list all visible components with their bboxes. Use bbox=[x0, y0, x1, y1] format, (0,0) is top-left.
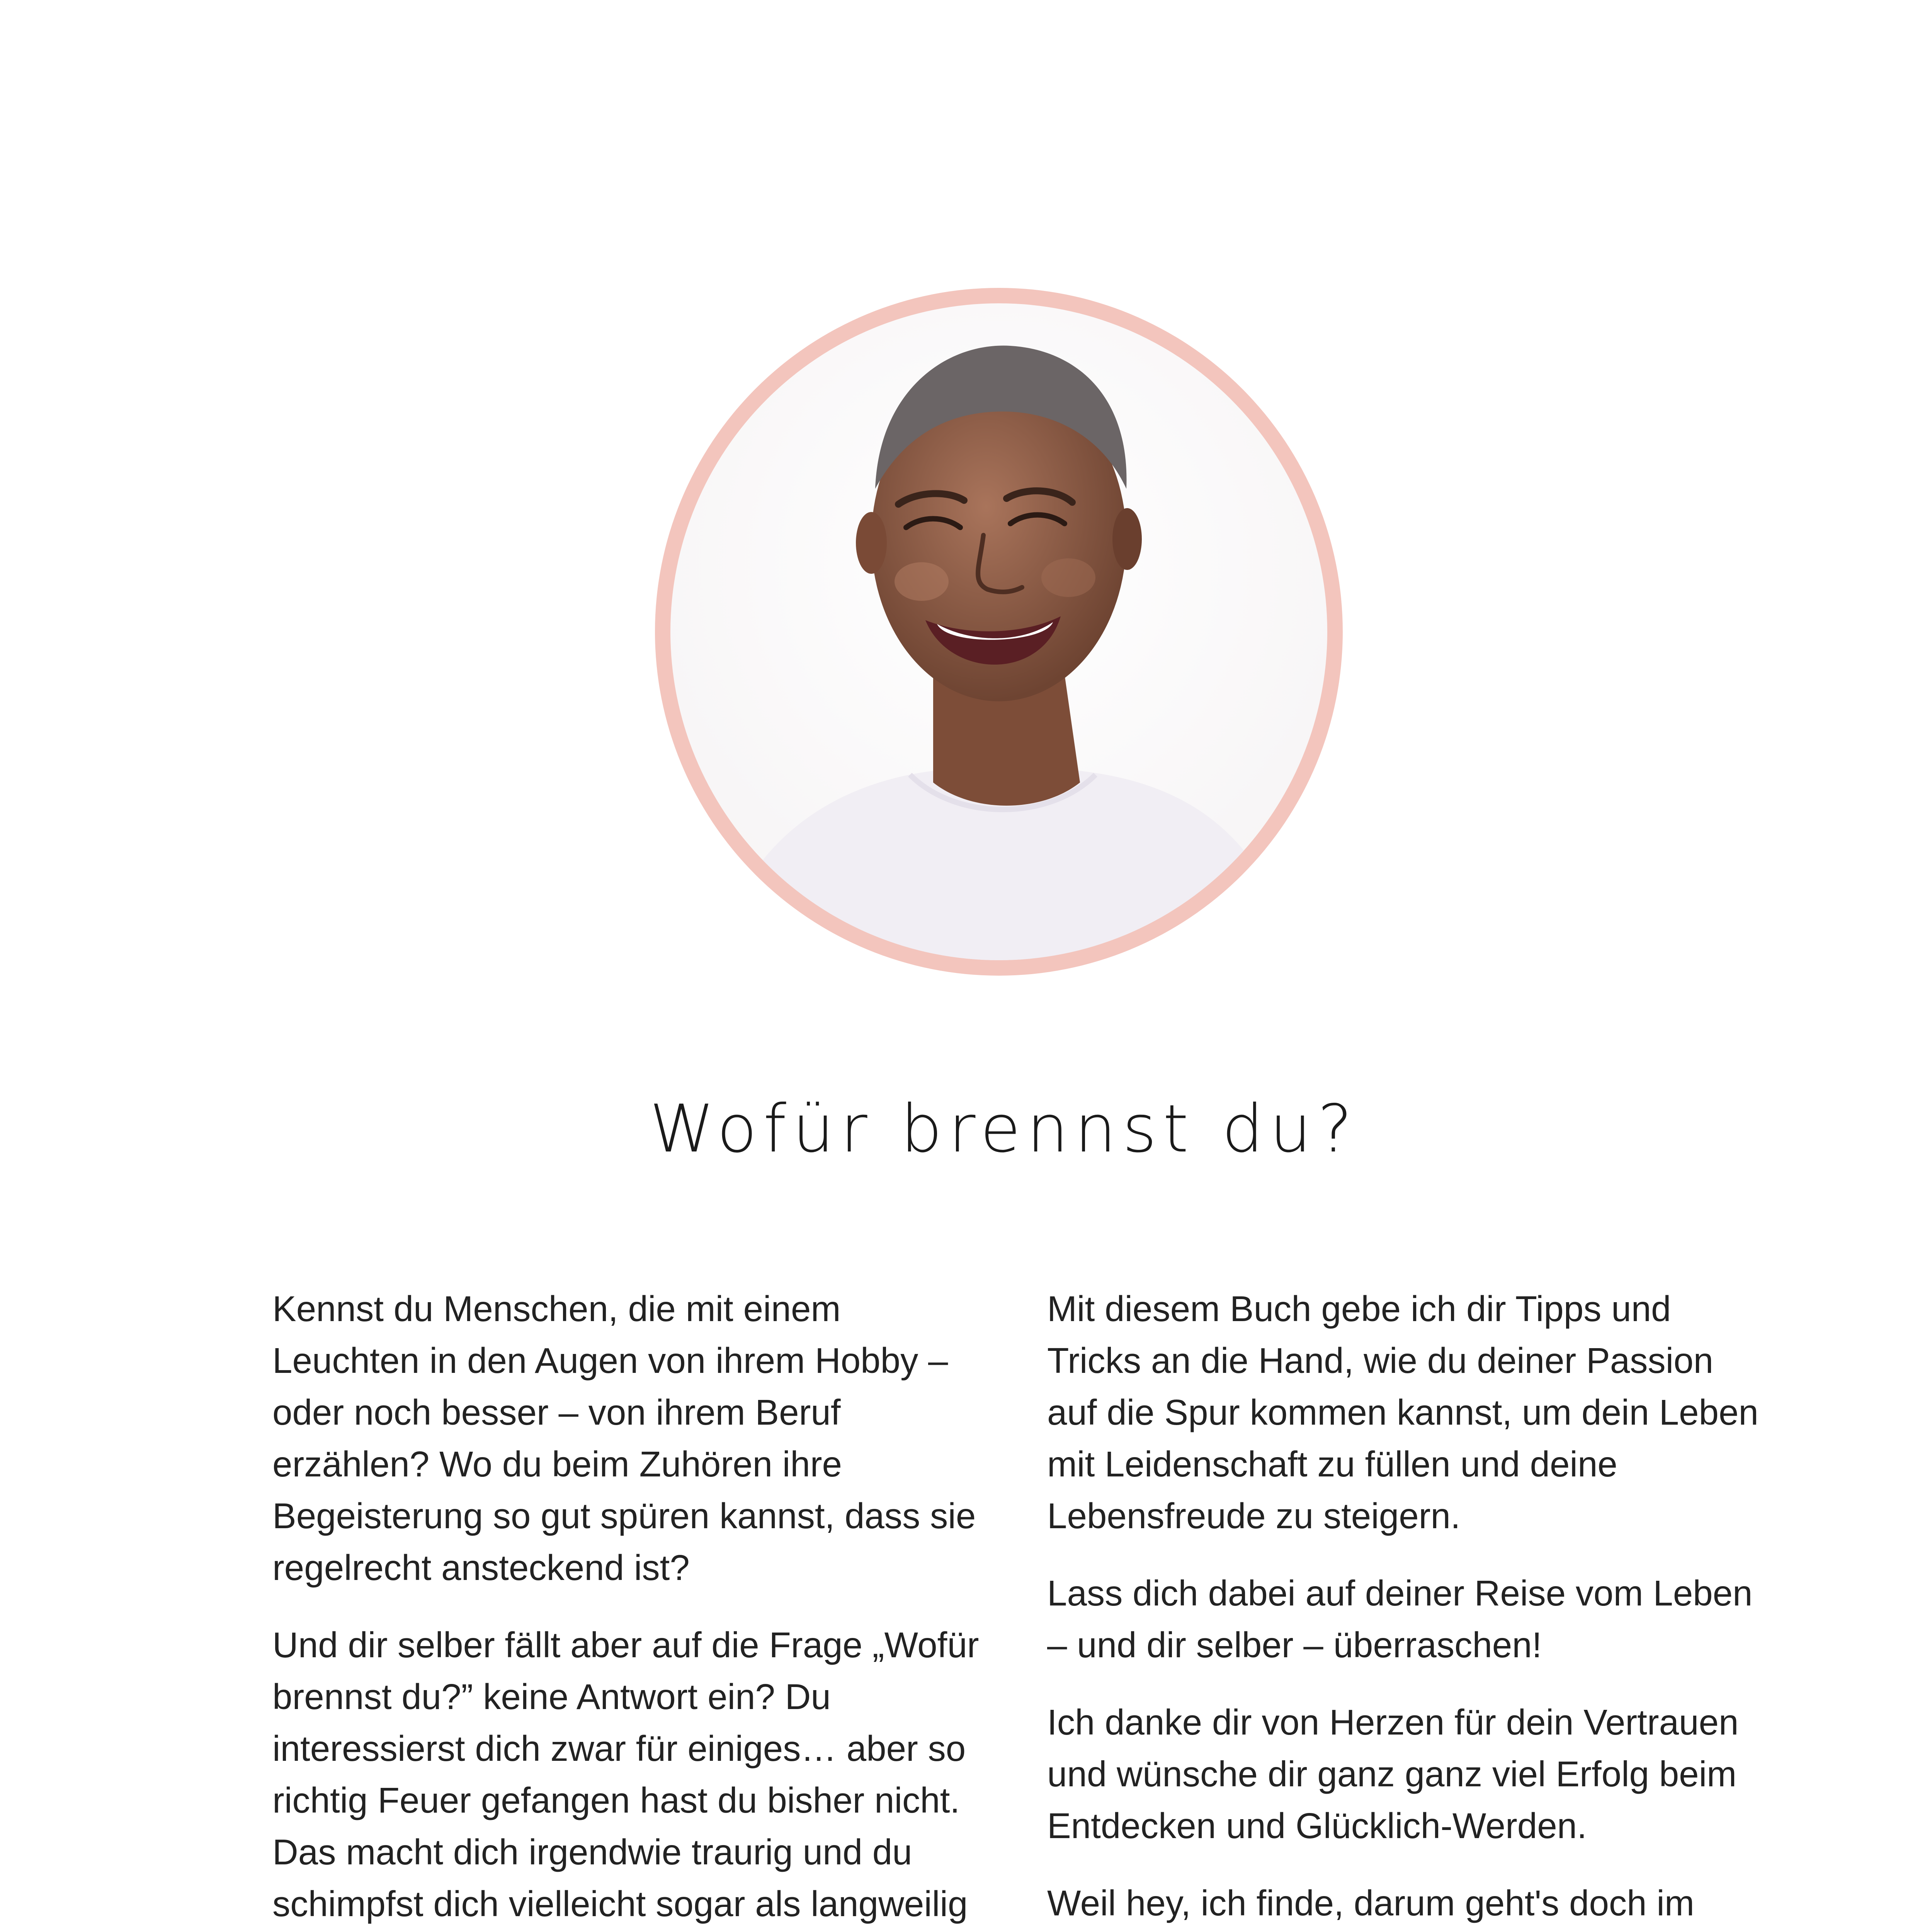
paragraph: Lass dich dabei auf deiner Reise vom Leben – und dir selber – überraschen! bbox=[1047, 1573, 1753, 1665]
paragraph: Mit diesem Buch gebe ich dir Tipps und Tricks an die Hand, wie du deiner Passion auf die Spur kommen kannst, um dein Leben mit Leidenschaft zu füllen und deine Lebensfreude zu steigern. bbox=[1047, 1289, 1759, 1536]
paragraph: Und dir selber fällt aber auf die Frage „Wofür brennst du?” keine Antwort ein? Du interessierst dich zwar für einiges… aber so richtig Feuer gefangen hast du bisher nicht. Das macht dich irgendwie traurig und du schimpfst dich vielleicht sogar als langweilig bbox=[272, 1625, 979, 1924]
paragraph: Kennst du Menschen, die mit einem Leuchten in den Augen von ihrem Hobby – oder noch besser – von ihrem Beruf erzählen? Wo du beim Zuhören ihre Begeisterung so gut spüren kannst, dass sie regelrecht ansteckend ist? bbox=[272, 1289, 976, 1588]
paragraph: Ich danke dir von Herzen für dein Vertrauen und wünsche dir ganz ganz viel Erfolg beim Entdecken und Glücklich-Werden. bbox=[1047, 1702, 1739, 1846]
paragraph: Weil hey, ich finde, darum geht's doch im bbox=[1047, 1883, 1694, 1923]
right-text-column bbox=[1047, 1283, 1766, 1932]
portrait-photo-icon bbox=[639, 272, 1358, 991]
left-text-column bbox=[272, 1283, 991, 1932]
page-title: Wofür brennst du? bbox=[650, 1091, 1359, 1167]
portrait-photo bbox=[639, 272, 1358, 991]
